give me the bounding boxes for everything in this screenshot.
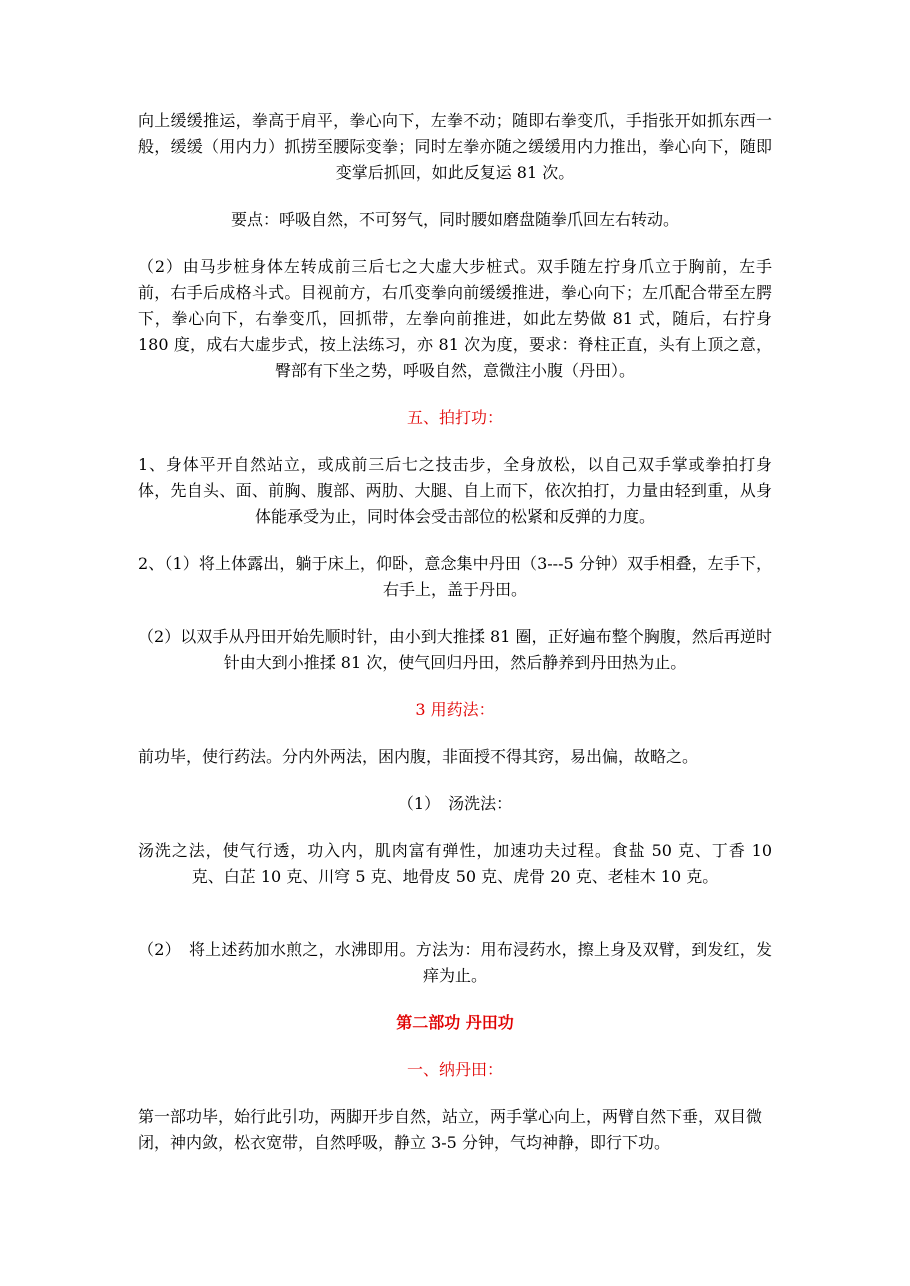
- body-paragraph: 汤洗之法，使气行透，功入内，肌肉富有弹性，加速功夫过程。食盐 50 克、丁香 10 克、白芷 10 克、川穹 5 克、地骨皮 50 克、虎骨 20 克、老桂木 10 克。: [138, 841, 772, 886]
- document-page: [138, 108, 772, 1156]
- body-paragraph: （2）由马步桩身体左转成前三后七之大虚大步桩式。双手随左拧身爪立于胸前，左手前，右手后成格斗式。目视前方，右爪变拳向前缓缓推进，拳心向下；左爪配合带至左腭下，拳心向下，右拳变爪，回抓带，左拳向前推进，如此左势做 81 式，随后，右拧身 180 度，成右大虚步式，按上法练习，亦 81 次为度，要求：脊柱正直，头有上顶之意，臀部有下坐之势，呼吸自然，意微注小腹（丹田）。: [138, 257, 772, 380]
- sub-heading: （1） 汤洗法：: [397, 794, 513, 813]
- body-paragraph: （2） 将上述药加水煎之，水沸即用。方法为：用布浸药水，擦上身及双臂，到发红，发痒为止。: [138, 940, 772, 985]
- body-paragraph: 向上缓缓推运，拳高于肩平，拳心向下，左拳不动；随即右拳变爪，手指张开如抓东西一般，缓缓（用内力）抓捞至腰际变拳；同时左拳亦随之缓缓用内力推出，拳心向下，随即变掌后抓回，如此反复运 81 次。: [138, 111, 772, 182]
- section-heading: 3 用药法：: [415, 700, 495, 719]
- body-paragraph: 1、身体平开自然站立，或成前三后七之技击步，全身放松，以自己双手掌或拳拍打身体，先自头、面、前胸、腹部、两肋、大腿、自上而下，依次拍打，力量由轻到重，从身体能承受为止，同时体会受击部位的松紧和反弹的力度。: [138, 455, 772, 526]
- body-paragraph: 前功毕，使行药法。分内外两法，困内腹，非面授不得其窍，易出偏，故略之。: [138, 747, 699, 766]
- section-heading: 一、纳丹田：: [406, 1060, 503, 1079]
- part-heading: 第二部功 丹田功: [396, 1013, 514, 1032]
- key-points-paragraph: 要点：呼吸自然，不可努气，同时腰如磨盘随拳爪回左右转动。: [230, 210, 679, 229]
- body-paragraph: 第一部功毕，始行此引功，两脚开步自然，站立，两手掌心向上，两臂自然下垂，双目微闭，神内敛，松衣宽带，自然呼吸，静立 3-5 分钟，气均神静，即行下功。: [138, 1107, 763, 1152]
- body-paragraph: 2、（1）将上体露出，躺于床上，仰卧，意念集中丹田（3---5 分钟）双手相叠，左手下，右手上，盖于丹田。: [138, 554, 772, 599]
- section-heading: 五、拍打功：: [406, 408, 503, 427]
- body-paragraph: （2）以双手从丹田开始先顺时针，由小到大推揉 81 圈，正好遍布整个胸腹，然后再逆时针由大到小推揉 81 次，使气回归丹田，然后静养到丹田热为止。: [138, 627, 772, 672]
